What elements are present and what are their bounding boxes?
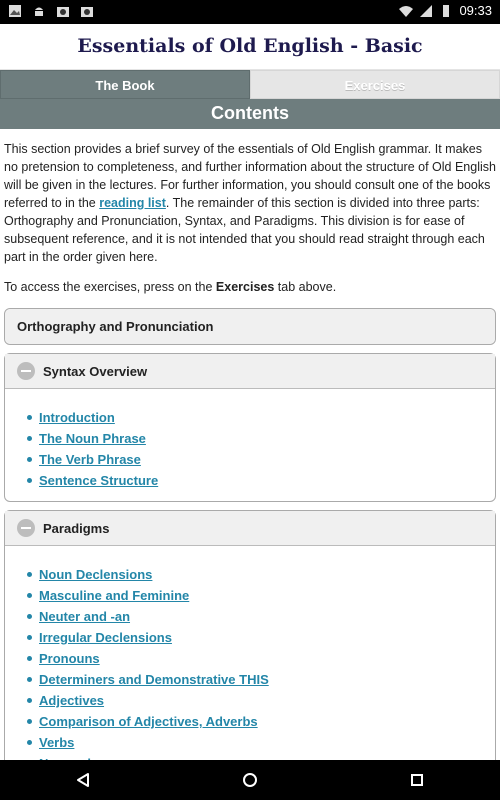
camera-icon <box>80 4 94 18</box>
link-pronouns[interactable]: Pronouns <box>39 651 100 666</box>
tab-bar <box>0 70 500 99</box>
picture-icon <box>8 4 22 18</box>
exercises-word: Exercises <box>215 280 275 294</box>
list-item <box>39 606 495 627</box>
status-time: 09:33 <box>459 3 492 18</box>
signal-icon <box>419 4 433 18</box>
access-text: To access the exercises, press on the <box>4 280 216 294</box>
link-list <box>5 407 495 491</box>
collapse-icon <box>17 362 35 380</box>
link-adjectives[interactable]: Adjectives <box>39 693 105 708</box>
link-verb-phrase[interactable]: The Verb Phrase <box>39 452 141 467</box>
section-syntax <box>4 353 496 502</box>
intro-text: This section provides a brief survey of the essentials of Old English grammar. It makes no pretension to completeness, and further information about the structure of Old English will be given in the lectures. For further information, you should consult one of the books referred to in the <box>4 142 496 210</box>
list-item <box>39 732 495 753</box>
list-item <box>39 585 495 606</box>
link-noun-declensions[interactable]: Noun Declensions <box>39 567 153 582</box>
page-title: Contents <box>0 99 500 129</box>
wifi-icon <box>399 4 413 18</box>
section-header-paradigms[interactable] <box>5 511 495 546</box>
home-button[interactable] <box>230 760 270 800</box>
camera-icon <box>56 4 70 18</box>
intro-text-end: . The remainder of this section is divided into three parts: Orthography and Pronunciation, Syntax, and Paradigms. This division is for ease of subsequent reference, and it is not intended that you should read straight through each part in the order given here. <box>4 196 485 264</box>
list-item <box>39 711 495 732</box>
link-noun-phrase[interactable]: The Noun Phrase <box>39 431 146 446</box>
recents-icon <box>409 772 425 788</box>
list-item <box>39 648 495 669</box>
tab-the-book[interactable]: The Book <box>0 70 250 99</box>
section-title: Orthography and Pronunciation <box>17 319 214 334</box>
link-sentence-structure[interactable]: Sentence Structure <box>39 473 159 488</box>
section-header-syntax[interactable] <box>5 354 495 389</box>
reading-list-link[interactable]: reading list <box>99 196 166 210</box>
list-item <box>39 564 495 585</box>
list-item <box>39 690 495 711</box>
collapse-icon <box>17 519 35 537</box>
list-item <box>39 627 495 648</box>
navigation-bar <box>0 760 500 800</box>
list-item <box>39 407 495 428</box>
list-item <box>39 449 495 470</box>
link-irregular-declensions[interactable]: Irregular Declensions <box>39 630 172 645</box>
link-neuter-an[interactable]: Neuter and -an <box>39 609 131 624</box>
home-icon <box>242 772 258 788</box>
link-determiners[interactable]: Determiners and Demonstrative THIS <box>39 672 269 687</box>
access-paragraph <box>4 278 496 296</box>
list-item <box>39 470 495 491</box>
app-title: Essentials of Old English - Basic <box>77 35 423 57</box>
section-paradigms <box>4 510 496 785</box>
content-area[interactable] <box>4 140 496 760</box>
battery-icon <box>439 4 453 18</box>
tab-exercises[interactable]: Exercises <box>250 70 500 99</box>
android-icon <box>32 4 46 18</box>
access-text-end: tab above. <box>274 280 337 294</box>
app-title-bar <box>0 24 500 70</box>
link-comparison[interactable]: Comparison of Adjectives, Adverbs <box>39 714 258 729</box>
back-icon <box>75 772 91 788</box>
section-body-syntax <box>5 389 495 501</box>
list-item <box>39 669 495 690</box>
link-verbs[interactable]: Verbs <box>39 735 75 750</box>
intro-paragraph <box>4 140 496 266</box>
section-header-orthography[interactable] <box>5 309 495 344</box>
link-introduction[interactable]: Introduction <box>39 410 115 425</box>
section-body-paradigms <box>5 546 495 784</box>
section-title: Syntax Overview <box>43 363 148 379</box>
section-orthography <box>4 308 496 345</box>
recents-button[interactable] <box>397 760 437 800</box>
link-list <box>5 564 495 774</box>
list-item <box>39 428 495 449</box>
link-masculine-feminine[interactable]: Masculine and Feminine <box>39 588 190 603</box>
status-bar <box>0 0 500 24</box>
back-button[interactable] <box>63 760 103 800</box>
section-title: Paradigms <box>43 520 110 536</box>
